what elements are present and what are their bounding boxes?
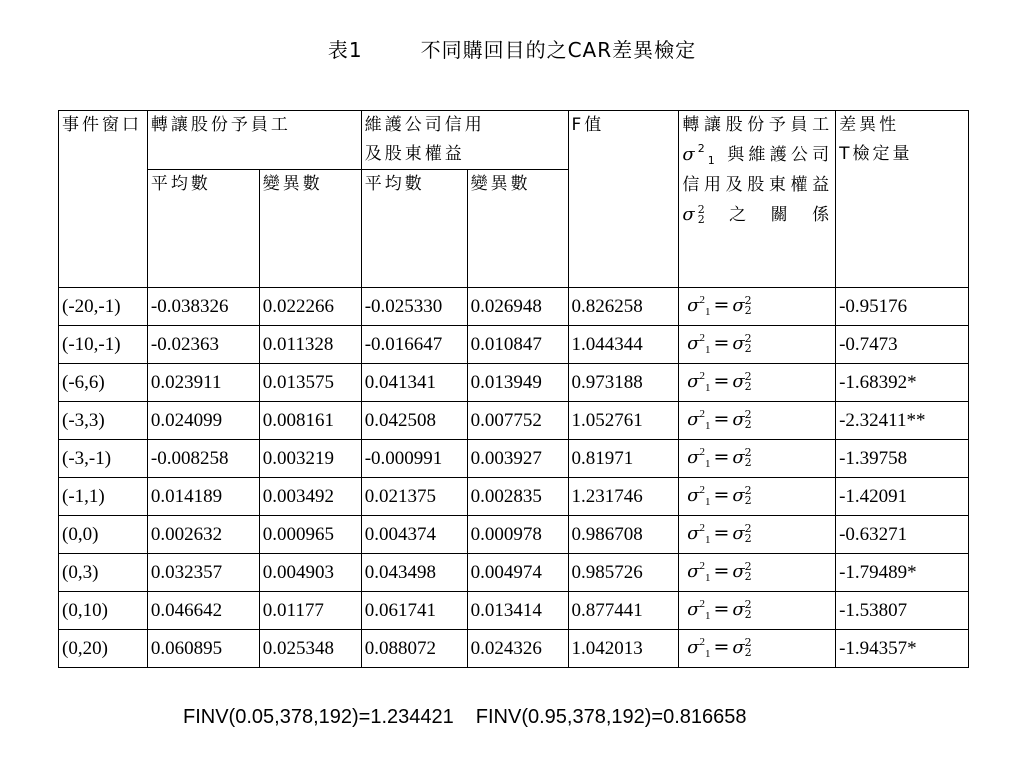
subscript-2: 2 [744,342,752,356]
sigma-symbol: σ [732,332,745,354]
cell-mean1: 0.002632 [147,516,259,554]
superscript-2: 2 [744,560,752,574]
sup-sub-stack [745,410,752,430]
cell-mean1: 0.032357 [147,554,259,592]
sigma-symbol: σ [732,294,745,316]
equals-sign: = [713,293,730,316]
cell-mean2: -0.025330 [361,288,467,326]
header-group2-line2: 及股東權益 [364,144,465,164]
cell-mean1: 0.060895 [147,630,259,668]
cell-window: (0,3) [59,554,148,592]
cell-f: 0.973188 [568,364,679,402]
cell-t: -1.42091 [836,478,969,516]
sigma-symbol: σ [732,484,745,506]
cell-var2: 0.007752 [467,402,568,440]
cell-var2: 0.010847 [467,326,568,364]
subscript-1: 1 [704,533,711,546]
cell-mean1: -0.02363 [147,326,259,364]
cell-t: -0.63271 [836,516,969,554]
superscript-2: 2 [744,294,752,308]
cell-var1: 0.000965 [259,516,361,554]
cell-var2: 0.004974 [467,554,568,592]
cell-window: (-1,1) [59,478,148,516]
cell-var2: 0.013414 [467,592,568,630]
subscript-1: 1 [704,647,711,660]
subscript-2: 2 [744,456,752,470]
header-relation-part2: 與維護公司信用及股東權益 [682,145,833,195]
table-row [59,440,969,478]
superscript-2: 2 [744,446,752,460]
superscript-2: 2 [699,331,705,344]
sup-sub-stack [745,372,752,392]
header-t-test-line1: 差異性 [839,115,900,135]
superscript-2: 2 [697,142,708,155]
cell-t: -1.94357* [836,630,969,668]
cell-t: -1.79489* [836,554,969,592]
cell-window: (0,0) [59,516,148,554]
sup-sub-stack [745,562,752,582]
superscript-2: 2 [699,635,705,648]
cell-window: (0,10) [59,592,148,630]
header-group2 [361,111,568,170]
sup-sub-stack [745,486,752,506]
cell-window: (-3,-1) [59,440,148,478]
sigma-symbol: σ [687,484,700,506]
superscript-2: 2 [744,598,752,612]
cell-mean2: 0.042508 [361,402,467,440]
sup-sub-stack [745,334,752,354]
cell-var2: 0.002835 [467,478,568,516]
superscript-2: 2 [699,559,705,572]
subscript-1: 1 [707,154,718,167]
superscript-2: 2 [697,203,708,216]
superscript-2: 2 [744,636,752,650]
page-title [0,34,1024,63]
header-group1: 轉讓股份予員工 [147,111,361,170]
header-row-1 [59,111,969,170]
subscript-2: 2 [744,532,752,546]
superscript-2: 2 [699,293,705,306]
subscript-2: 2 [744,646,752,660]
superscript-2: 2 [744,522,752,536]
sup-sub-stack [698,205,708,225]
cell-var1: 0.011328 [259,326,361,364]
header-relation-part3: 之關係 [707,205,833,225]
table-row [59,554,969,592]
equals-sign: = [713,483,730,506]
cell-mean1: -0.008258 [147,440,259,478]
header-relation [679,111,836,288]
cell-relation [679,326,836,364]
sigma-symbol: σ [687,370,700,392]
equals-sign: = [713,331,730,354]
subscript-1: 1 [704,571,711,584]
cell-t: -1.39758 [836,440,969,478]
table-row [59,516,969,554]
superscript-2: 2 [699,369,705,382]
sigma-symbol: σ [732,370,745,392]
cell-f: 0.877441 [568,592,679,630]
cell-var1: 0.003219 [259,440,361,478]
subscript-2: 2 [744,380,752,394]
cell-var2: 0.000978 [467,516,568,554]
equals-sign: = [713,597,730,620]
superscript-2: 2 [699,483,705,496]
superscript-2: 2 [744,408,752,422]
cell-mean1: -0.038326 [147,288,259,326]
subscript-1: 1 [704,305,711,318]
cell-relation [679,592,836,630]
cell-var1: 0.025348 [259,630,361,668]
superscript-2: 2 [699,597,705,610]
cell-var2: 0.003927 [467,440,568,478]
table-label: 表1 [327,38,363,62]
sigma-symbol: σ [687,408,700,430]
cell-relation [679,478,836,516]
finv-lower: FINV(0.95,378,192)=0.816658 [475,706,747,728]
subscript-1: 1 [704,609,711,622]
table-row [59,630,969,668]
subscript-1: 1 [704,419,711,432]
cell-t: -0.95176 [836,288,969,326]
superscript-2: 2 [744,370,752,384]
finv-upper: FINV(0.05,378,192)=1.234421 [183,706,454,728]
cell-f: 0.986708 [568,516,679,554]
header-mean1: 平均數 [147,170,259,288]
superscript-2: 2 [744,484,752,498]
table-row [59,288,969,326]
cell-var1: 0.008161 [259,402,361,440]
sigma-symbol: σ [732,636,745,658]
cell-f: 0.81971 [568,440,679,478]
cell-mean1: 0.014189 [147,478,259,516]
subscript-1: 1 [704,343,711,356]
cell-var1: 0.004903 [259,554,361,592]
cell-mean1: 0.046642 [147,592,259,630]
subscript-2: 2 [744,608,752,622]
cell-var2: 0.024326 [467,630,568,668]
sigma-symbol: σ [732,560,745,582]
car-difference-table [58,110,969,668]
cell-var1: 0.01177 [259,592,361,630]
equals-sign: = [713,407,730,430]
sup-sub-stack [745,600,752,620]
cell-relation [679,440,836,478]
cell-window: (0,20) [59,630,148,668]
sigma-symbol: σ [687,598,700,620]
cell-f: 1.052761 [568,402,679,440]
cell-relation [679,288,836,326]
subscript-2: 2 [744,418,752,432]
cell-mean2: -0.000991 [361,440,467,478]
sup-sub-stack [745,638,752,658]
subscript-2: 2 [744,304,752,318]
sigma-symbol: σ [687,332,700,354]
cell-f: 1.042013 [568,630,679,668]
cell-var1: 0.003492 [259,478,361,516]
cell-mean2: 0.043498 [361,554,467,592]
cell-f: 1.044344 [568,326,679,364]
sigma-symbol: σ [682,204,698,225]
cell-window: (-3,3) [59,402,148,440]
cell-relation [679,516,836,554]
cell-t: -1.68392* [836,364,969,402]
table-row [59,326,969,364]
table-row [59,478,969,516]
equals-sign: = [713,369,730,392]
header-var1: 變異數 [259,170,361,288]
header-var2: 變異數 [467,170,568,288]
subscript-2: 2 [744,494,752,508]
sigma-symbol: σ [687,636,700,658]
header-f-value: F值 [568,111,679,288]
cell-relation [679,554,836,592]
table-caption: 不同購回目的之CAR差異檢定 [420,38,697,62]
cell-t: -2.32411** [836,402,969,440]
cell-window: (-10,-1) [59,326,148,364]
cell-var1: 0.022266 [259,288,361,326]
table-row [59,402,969,440]
cell-window: (-20,-1) [59,288,148,326]
header-mean2: 平均數 [361,170,467,288]
finv-footer [183,706,747,729]
sigma-symbol: σ [732,446,745,468]
cell-f: 0.826258 [568,288,679,326]
equals-sign: = [713,521,730,544]
subscript-1: 1 [704,495,711,508]
cell-window: (-6,6) [59,364,148,402]
sigma-symbol: σ [732,522,745,544]
superscript-2: 2 [699,445,705,458]
cell-t: -0.7473 [836,326,969,364]
cell-mean2: 0.004374 [361,516,467,554]
cell-f: 1.231746 [568,478,679,516]
header-t-test [836,111,969,288]
cell-mean2: -0.016647 [361,326,467,364]
cell-mean2: 0.061741 [361,592,467,630]
cell-var2: 0.026948 [467,288,568,326]
sigma-symbol: σ [687,522,700,544]
cell-var1: 0.013575 [259,364,361,402]
header-t-test-line2: T檢定量 [839,144,913,164]
header-event-window: 事件窗口 [59,111,148,288]
cell-mean1: 0.023911 [147,364,259,402]
sigma-symbol: σ [682,144,698,165]
equals-sign: = [713,559,730,582]
subscript-1: 1 [704,457,711,470]
cell-relation [679,364,836,402]
cell-mean2: 0.041341 [361,364,467,402]
cell-f: 0.985726 [568,554,679,592]
cell-mean2: 0.088072 [361,630,467,668]
sigma-symbol: σ [687,294,700,316]
subscript-2: 2 [697,213,708,226]
table-body [59,288,969,668]
table-row [59,592,969,630]
subscript-2: 2 [744,570,752,584]
sup-sub-stack [745,524,752,544]
sigma-symbol: σ [732,408,745,430]
superscript-2: 2 [744,332,752,346]
header-relation-part1: 轉讓股份予員工 [682,115,833,135]
cell-mean1: 0.024099 [147,402,259,440]
equals-sign: = [713,635,730,658]
sigma-symbol: σ [687,560,700,582]
sup-sub-stack [745,448,752,468]
header-group2-line1: 維護公司信用 [364,115,485,135]
cell-var2: 0.013949 [467,364,568,402]
subscript-1: 1 [704,381,711,394]
cell-mean2: 0.021375 [361,478,467,516]
sigma-symbol: σ [732,598,745,620]
sigma-symbol: σ [687,446,700,468]
table-row [59,364,969,402]
sup-sub-stack [745,296,752,316]
superscript-2: 2 [699,521,705,534]
equals-sign: = [713,445,730,468]
cell-t: -1.53807 [836,592,969,630]
superscript-2: 2 [699,407,705,420]
cell-relation [679,402,836,440]
cell-relation [679,630,836,668]
